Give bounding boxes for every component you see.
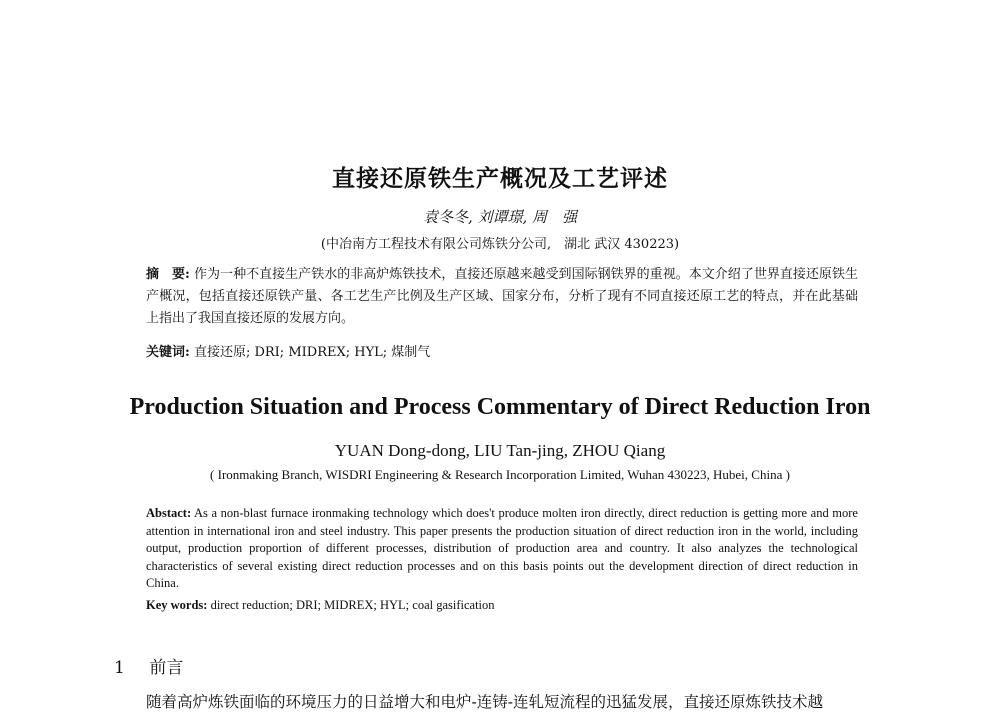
chinese-abstract-label: 摘 要: bbox=[146, 267, 190, 282]
chinese-keywords-text: 直接还原; DRI; MIDREX; HYL; 煤制气 bbox=[193, 345, 431, 360]
chinese-abstract-text: 作为一种不直接生产铁水的非高炉炼铁技术，直接还原越来越受到国际钢铁界的重视。本文介绍了世界直接还原铁生产概况，包括直接还原铁产量、各工艺生产比例及生产区域、国家分布，分析了现有不同直接还原工艺的特点，并在此基础上指出了我国直接还原的发展方向。 bbox=[146, 267, 858, 326]
english-keywords-text: direct reduction; DRI; MIDREX; HYL; coal gasification bbox=[210, 598, 495, 612]
section-number: 1 bbox=[114, 658, 125, 678]
section-heading bbox=[114, 653, 183, 678]
chinese-title: 直接还原铁生产概况及工艺评述 bbox=[332, 165, 668, 192]
english-authors: YUAN Dong-dong, LIU Tan-jing, ZHOU Qiang bbox=[334, 441, 666, 460]
english-abstract bbox=[146, 505, 858, 593]
chinese-affiliation: (中冶南方工程技术有限公司炼铁分公司, 湖北 武汉 430223) bbox=[320, 237, 680, 252]
english-keywords bbox=[146, 597, 858, 614]
english-keywords-label: Key words: bbox=[146, 598, 208, 612]
english-abstract-text: As a non-blast furnace ironmaking technology which does't produce molten iron directly, direct reduction is getting more and more attention in international iron and steel industry. This paper presents the production situation of direct reduction iron in the world, including output, production proportion of different processes, distribution of production area and country. It also analyzes the technological characteristics of several existing direct reduction processes and on this basis points out the development direction of direct reduction in China. bbox=[146, 506, 858, 590]
chinese-keywords-label: 关键词: bbox=[146, 345, 190, 360]
english-abstract-label: Abstact: bbox=[146, 506, 192, 520]
chinese-abstract bbox=[146, 264, 858, 330]
chinese-authors: 袁冬冬, 刘谭璟, 周 强 bbox=[422, 208, 578, 226]
english-title: Production Situation and Process Commentary of Direct Reduction Iron bbox=[129, 394, 871, 420]
body-paragraph: 随着高炉炼铁面临的环境压力的日益增大和电炉-连铸-连轧短流程的迅猛发展，直接还原炼铁技术越 bbox=[146, 693, 823, 711]
english-affiliation: ( Ironmaking Branch, WISDRI Engineering & Research Incorporation Limited, Wuhan 430223, Hubei, China ) bbox=[210, 467, 790, 482]
section-title: 前言 bbox=[149, 658, 184, 678]
chinese-keywords bbox=[146, 344, 858, 362]
